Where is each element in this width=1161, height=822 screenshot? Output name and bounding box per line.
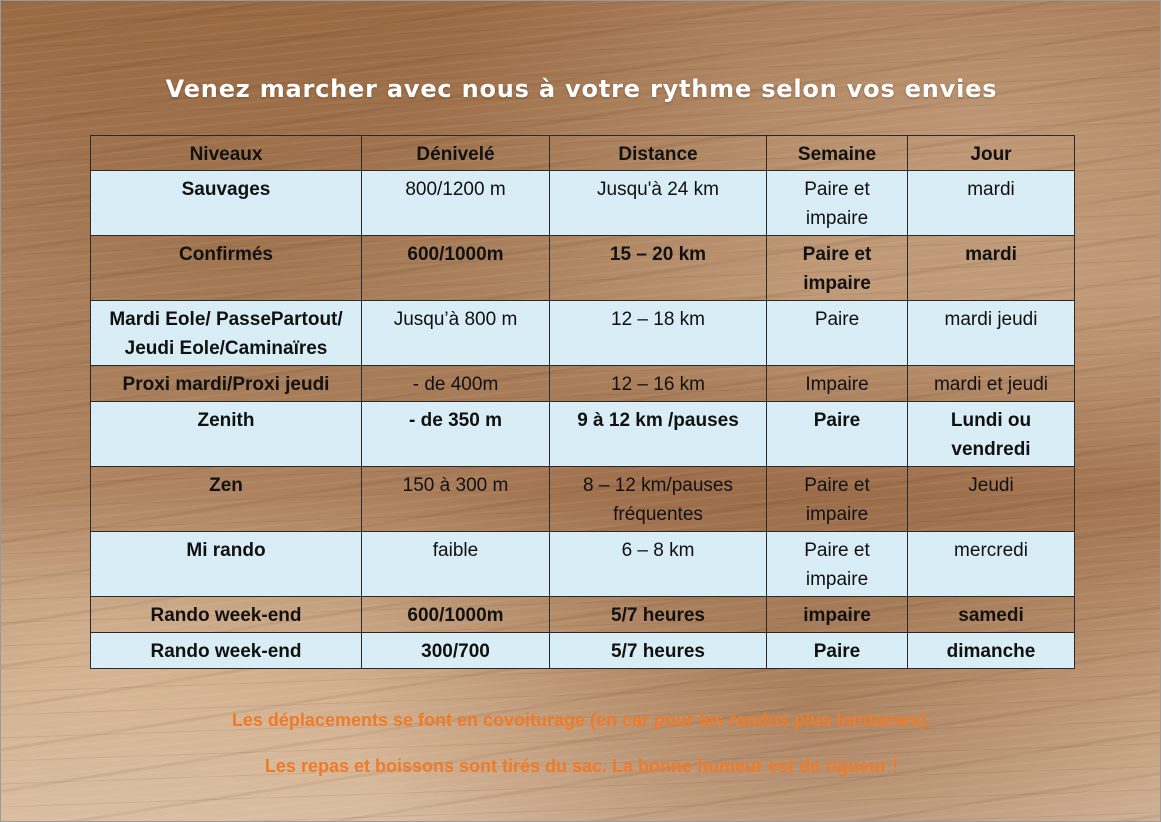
cell-semaine: Paire et impaire [767,171,908,236]
cell-niveau: Confirmés [91,236,362,301]
hiking-levels-table [90,135,1075,669]
table-row [91,467,1075,532]
cell-niveau: Zenith [91,402,362,467]
cell-denivele: 600/1000m [362,236,550,301]
cell-jour: mardi [908,236,1075,301]
table-row [91,366,1075,402]
cell-semaine: Paire [767,301,908,366]
cell-distance: 5/7 heures [550,597,767,633]
cell-denivele: faible [362,532,550,597]
cell-semaine: Paire [767,402,908,467]
cell-semaine: Paire [767,633,908,669]
cell-niveau: Rando week-end [91,597,362,633]
header-niveaux: Niveaux [91,136,362,171]
cell-niveau: Mi rando [91,532,362,597]
page-title: Venez marcher avec nous à votre rythme selon vos envies [165,75,998,103]
table-row [91,236,1075,301]
header-denivele: Dénivelé [362,136,550,171]
cell-jour: mercredi [908,532,1075,597]
table-row [91,633,1075,669]
cell-denivele: 600/1000m [362,597,550,633]
cell-semaine: Paire et impaire [767,532,908,597]
cell-niveau: Proxi mardi/Proxi jeudi [91,366,362,402]
cell-denivele: Jusqu’à 800 m [362,301,550,366]
cell-denivele: 300/700 [362,633,550,669]
header-distance: Distance [550,136,767,171]
cell-distance: 12 – 18 km [550,301,767,366]
cell-distance: 5/7 heures [550,633,767,669]
table-row [91,597,1075,633]
cell-distance: 9 à 12 km /pauses [550,402,767,467]
cell-distance: Jusqu'à 24 km [550,171,767,236]
transport-note: Les déplacements se font en covoiturage (en car pour les randos plus lointaines). [231,710,932,730]
cell-semaine: Paire et impaire [767,236,908,301]
cell-denivele: - de 400m [362,366,550,402]
cell-jour: dimanche [908,633,1075,669]
cell-jour: samedi [908,597,1075,633]
header-semaine: Semaine [767,136,908,171]
cell-jour: Jeudi [908,467,1075,532]
table-row [91,301,1075,366]
cell-distance: 6 – 8 km [550,532,767,597]
cell-jour: mardi et jeudi [908,366,1075,402]
cell-denivele: 150 à 300 m [362,467,550,532]
cell-distance: 8 – 12 km/pauses fréquentes [550,467,767,532]
cell-distance: 15 – 20 km [550,236,767,301]
cell-niveau: Sauvages [91,171,362,236]
header-jour: Jour [908,136,1075,171]
table-header-row [91,136,1075,171]
table-row [91,402,1075,467]
cell-niveau: Zen [91,467,362,532]
cell-semaine: Impaire [767,366,908,402]
cell-jour: mardi [908,171,1075,236]
cell-denivele: 800/1200 m [362,171,550,236]
table-row [91,532,1075,597]
cell-jour: Lundi ou vendredi [908,402,1075,467]
cell-semaine: impaire [767,597,908,633]
cell-niveau: Mardi Eole/ PassePartout/ Jeudi Eole/Caminaïres [91,301,362,366]
cell-niveau: Rando week-end [91,633,362,669]
cell-jour: mardi jeudi [908,301,1075,366]
cell-semaine: Paire et impaire [767,467,908,532]
cell-distance: 12 – 16 km [550,366,767,402]
cell-denivele: - de 350 m [362,402,550,467]
table-row [91,171,1075,236]
meals-note: Les repas et boissons sont tirés du sac. La bonne humeur est de rigueur ! [264,756,899,776]
